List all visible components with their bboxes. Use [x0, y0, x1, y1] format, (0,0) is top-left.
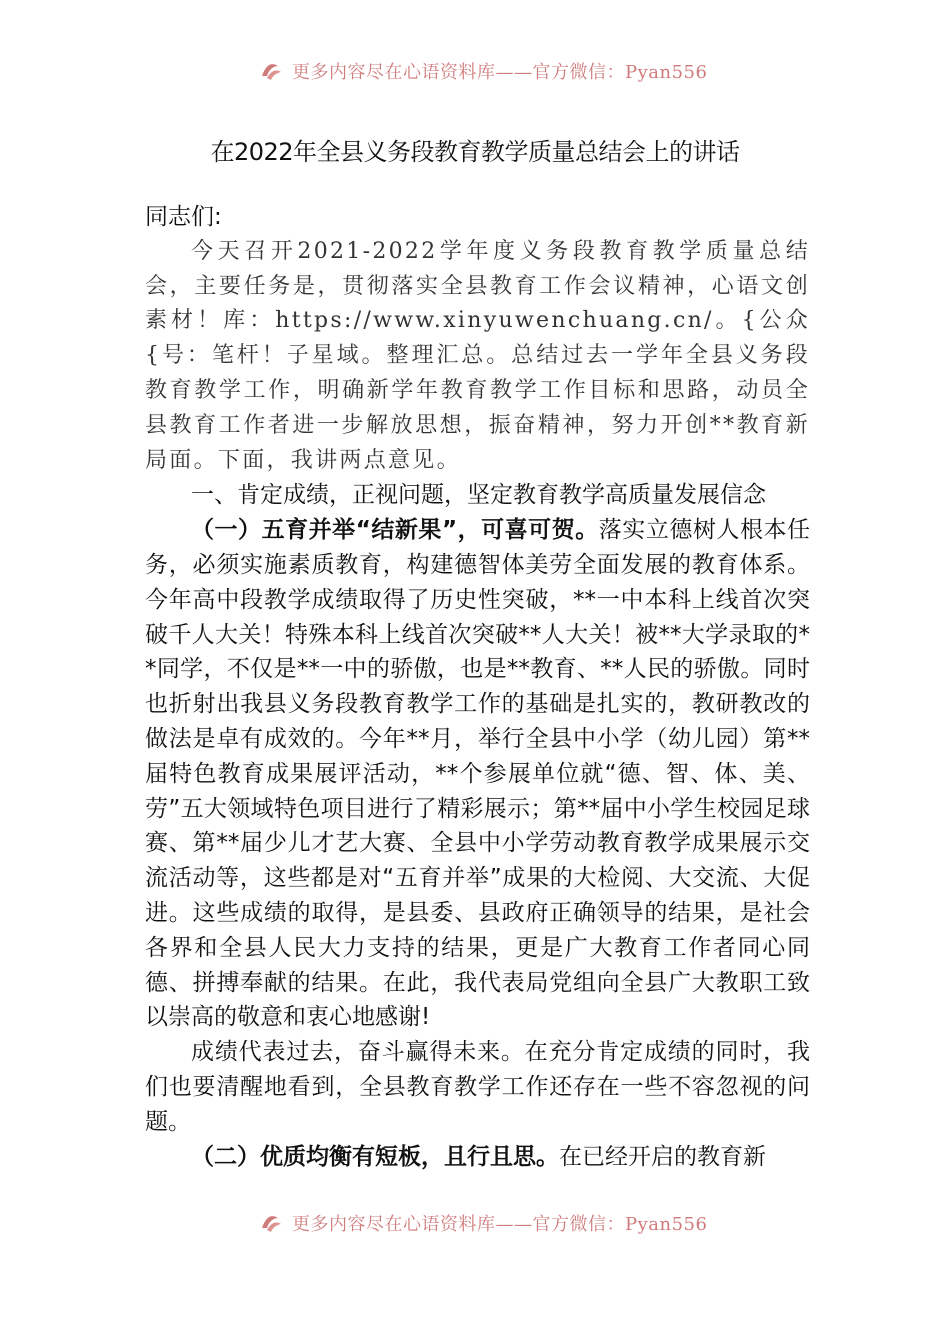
intro-paragraph: 今天召开2021-2022学年度义务段教育教学质量总结会，主要任务是，贯彻落实全县教育工作会议精神，心语文创素材！库：https://www.xinyuwenchuang.cn/。{公众{号：笔杆！子星域。整理汇总。总结过去一学年全县义务段教育教学工作，明确新学年教育教学工作目标和思路，动员全县教育工作者进一步解放思想，振奋精神，努力开创**教育新局面。下面，我讲两点意见。: [145, 238, 810, 473]
watermark-text: 更多内容尽在心语资料库——官方微信：Pyan556: [292, 62, 708, 83]
section-heading: 一、肯定成绩，正视问题，坚定教育教学高质量发展信念: [191, 482, 766, 509]
watermark-text: 更多内容尽在心语资料库——官方微信：Pyan556: [292, 1214, 708, 1235]
transition-paragraph: 成绩代表过去，奋斗赢得未来。在充分肯定成绩的同时，我们也要清醒地看到，全县教育教学工作还存在一些不容忽视的问题。: [145, 1039, 810, 1135]
subsection-heading-2: （二）优质均衡有短板，且行且思。: [191, 1143, 559, 1170]
subsection-body-2: 在已经开启的教育新: [559, 1143, 766, 1170]
logo-icon: [258, 58, 284, 84]
document-body: [145, 200, 810, 1174]
salutation: 同志们:: [145, 204, 222, 230]
document-title: 在2022年全县义务段教育教学质量总结会上的讲话: [210, 138, 740, 166]
subsection-body-1: 落实立德树人根本任务，必须实施素质教育，构建德智体美劳全面发展的教育体系。今年高中段教学成绩取得了历史性突破，**一中本科上线首次突破千人大关！特殊本科上线首次突破**人大关！被**大学录取的**同学，不仅是**一中的骄傲，也是**教育、**人民的骄傲。同时也折射出我县义务段教育教学工作的基础是扎实的，教研教改的做法是卓有成效的。今年**月，举行全县中小学（幼儿园）第**届特色教育成果展评活动，**个参展单位就“德、智、体、美、劳”五大领域特色项目进行了精彩展示；第**届中小学生校园足球赛、第**届少儿才艺大赛、全县中小学劳动教育教学成果展示交流活动等，这些都是对“五育并举”成果的大检阅、大交流、大促进。这些成绩的取得，是县委、县政府正确领导的结果，是社会各界和全县人民大力支持的结果，更是广大教育工作者同心同德、拼搏奉献的结果。在此，我代表局党组向全县广大教职工致以崇高的敬意和衷心地感谢!: [145, 517, 811, 1031]
watermark-header: [258, 56, 707, 86]
subsection-heading-1: （一）五育并举“结新果”，可喜可贺。: [191, 517, 599, 544]
watermark-footer: [258, 1208, 707, 1238]
logo-icon: [258, 1210, 284, 1236]
subsection-paragraph-1: [145, 513, 810, 1035]
subsection-paragraph-2: [145, 1140, 810, 1175]
